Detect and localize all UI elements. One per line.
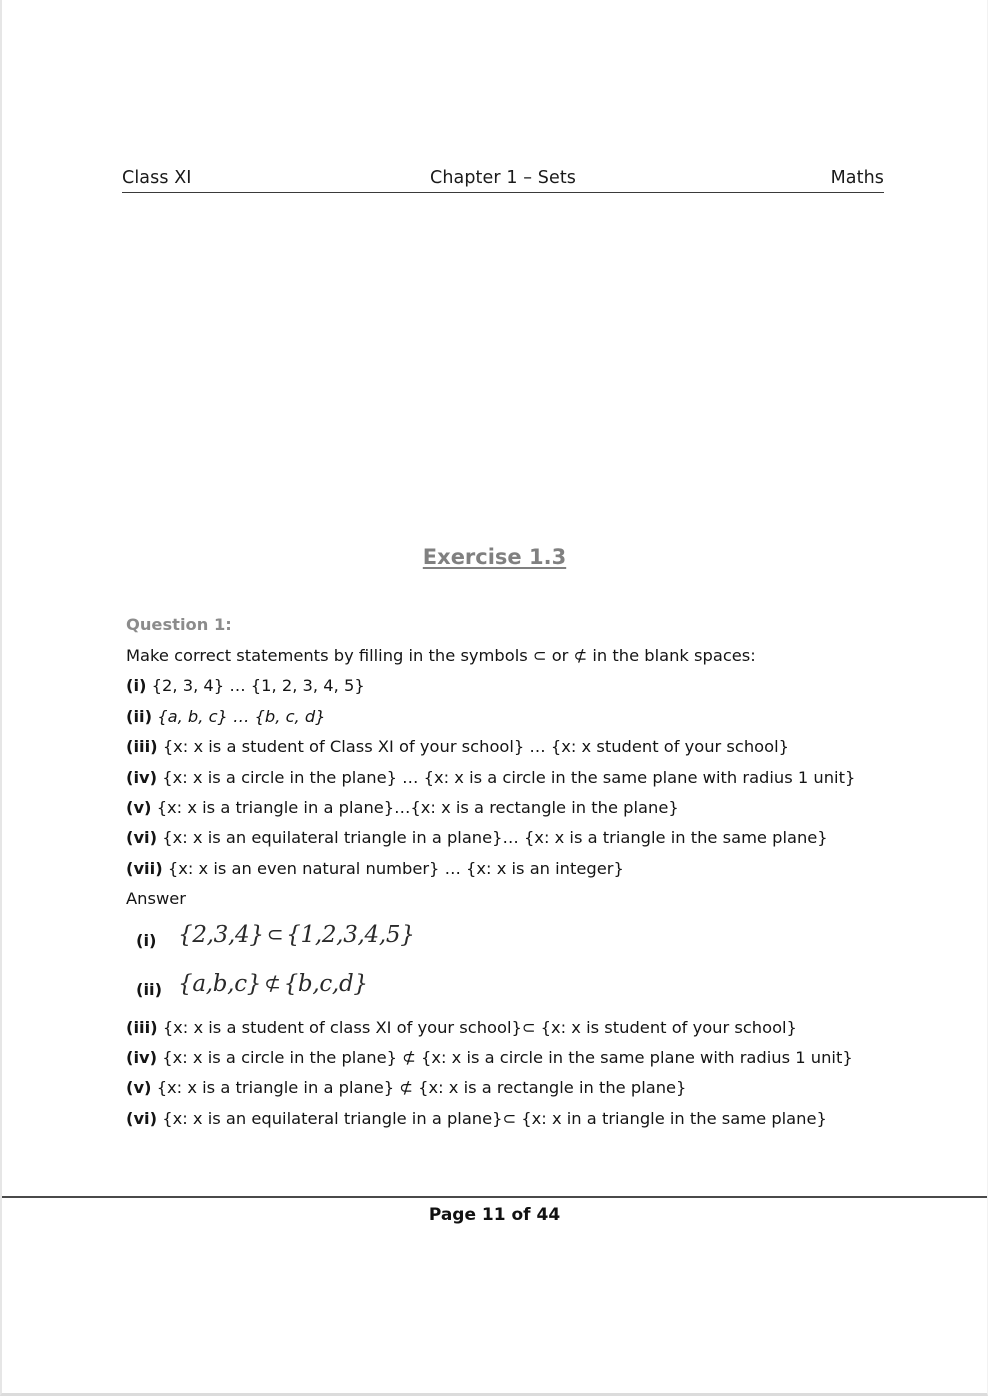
question-item-ii xyxy=(126,702,884,732)
item-label: (vi) xyxy=(126,1108,158,1128)
item-label: (v) xyxy=(126,798,152,818)
header-chapter: Chapter 1 – Sets xyxy=(430,168,576,188)
answer-label: Answer xyxy=(126,889,186,909)
item-label: (iv) xyxy=(126,1048,158,1068)
item-label: (i) xyxy=(136,931,157,951)
item-label: (iv) xyxy=(126,767,158,787)
item-label: (ii) xyxy=(136,980,163,1000)
item-text: {x: x is an equilateral triangle in a plane}… {x: x is a triangle in the same plane} xyxy=(162,828,828,848)
item-text: {x: x is a circle in the plane} … {x: x is a circle in the same plane with radius 1 unit} xyxy=(162,767,856,787)
footer-divider xyxy=(2,1196,987,1198)
item-text: {x: x is an even natural number} … {x: x is an integer} xyxy=(167,858,624,878)
math-right: {1,2,3,4,5} xyxy=(286,922,415,949)
item-text: {x: x is a triangle in a plane}…{x: x is a rectangle in the plane} xyxy=(156,798,679,818)
answer-item-iv xyxy=(126,1043,884,1073)
item-label: (iii) xyxy=(126,1017,158,1037)
item-label: (vi) xyxy=(126,828,158,848)
math-left: {a,b,c} xyxy=(178,971,262,998)
page-header xyxy=(122,168,884,193)
item-label: (iii) xyxy=(126,737,158,757)
question-item-v xyxy=(126,793,884,823)
answer-item-v xyxy=(126,1073,884,1103)
answer-item-ii xyxy=(126,964,884,1013)
item-label: (v) xyxy=(126,1078,152,1098)
page-content xyxy=(126,610,884,1134)
item-text: {x: x is a student of class XI of your school}⊂ {x: x is student of your school} xyxy=(162,1017,797,1037)
question-item-iii xyxy=(126,732,884,762)
question-item-iv xyxy=(126,763,884,793)
answer-item-i xyxy=(126,915,884,964)
item-text: {x: x is an equilateral triangle in a plane}⊂ {x: x in a triangle in the same plane} xyxy=(162,1108,827,1128)
math-left: {2,3,4} xyxy=(178,922,264,949)
question-label: Question 1: xyxy=(126,615,232,634)
exercise-title: Exercise 1.3 xyxy=(422,545,567,569)
item-text: {x: x is a student of Class XI of your school} … {x: x student of your school} xyxy=(162,737,789,757)
header-subject: Maths xyxy=(830,168,884,188)
item-label: (vii) xyxy=(126,858,163,878)
answer-item-iii xyxy=(126,1013,884,1043)
question-item-vii xyxy=(126,854,884,884)
item-text: {x: x is a triangle in a plane} ⊄ {x: x is a rectangle in the plane} xyxy=(156,1078,687,1098)
math-expression xyxy=(178,920,415,950)
question-item-vi xyxy=(126,823,884,853)
not-subset-operator-icon: ⊄ xyxy=(264,971,281,996)
question-prompt: Make correct statements by filling in the symbols ⊂ or ⊄ in the blank spaces: xyxy=(126,646,756,665)
math-right: {b,c,d} xyxy=(283,971,368,998)
item-label: (ii) xyxy=(126,706,153,726)
question-item-i xyxy=(126,671,884,701)
answer-item-vi xyxy=(126,1104,884,1134)
item-text: {x: x is a circle in the plane} ⊄ {x: x is a circle in the same plane with radius 1 unit} xyxy=(162,1048,853,1068)
item-text: {a, b, c} … {b, c, d} xyxy=(157,706,326,726)
page-footer: Page 11 of 44 xyxy=(428,1205,561,1225)
item-text: {2, 3, 4} … {1, 2, 3, 4, 5} xyxy=(151,676,365,696)
header-class: Class XI xyxy=(122,168,192,188)
subset-operator-icon: ⊂ xyxy=(266,922,284,947)
math-expression xyxy=(178,969,368,999)
item-label: (i) xyxy=(126,676,147,696)
